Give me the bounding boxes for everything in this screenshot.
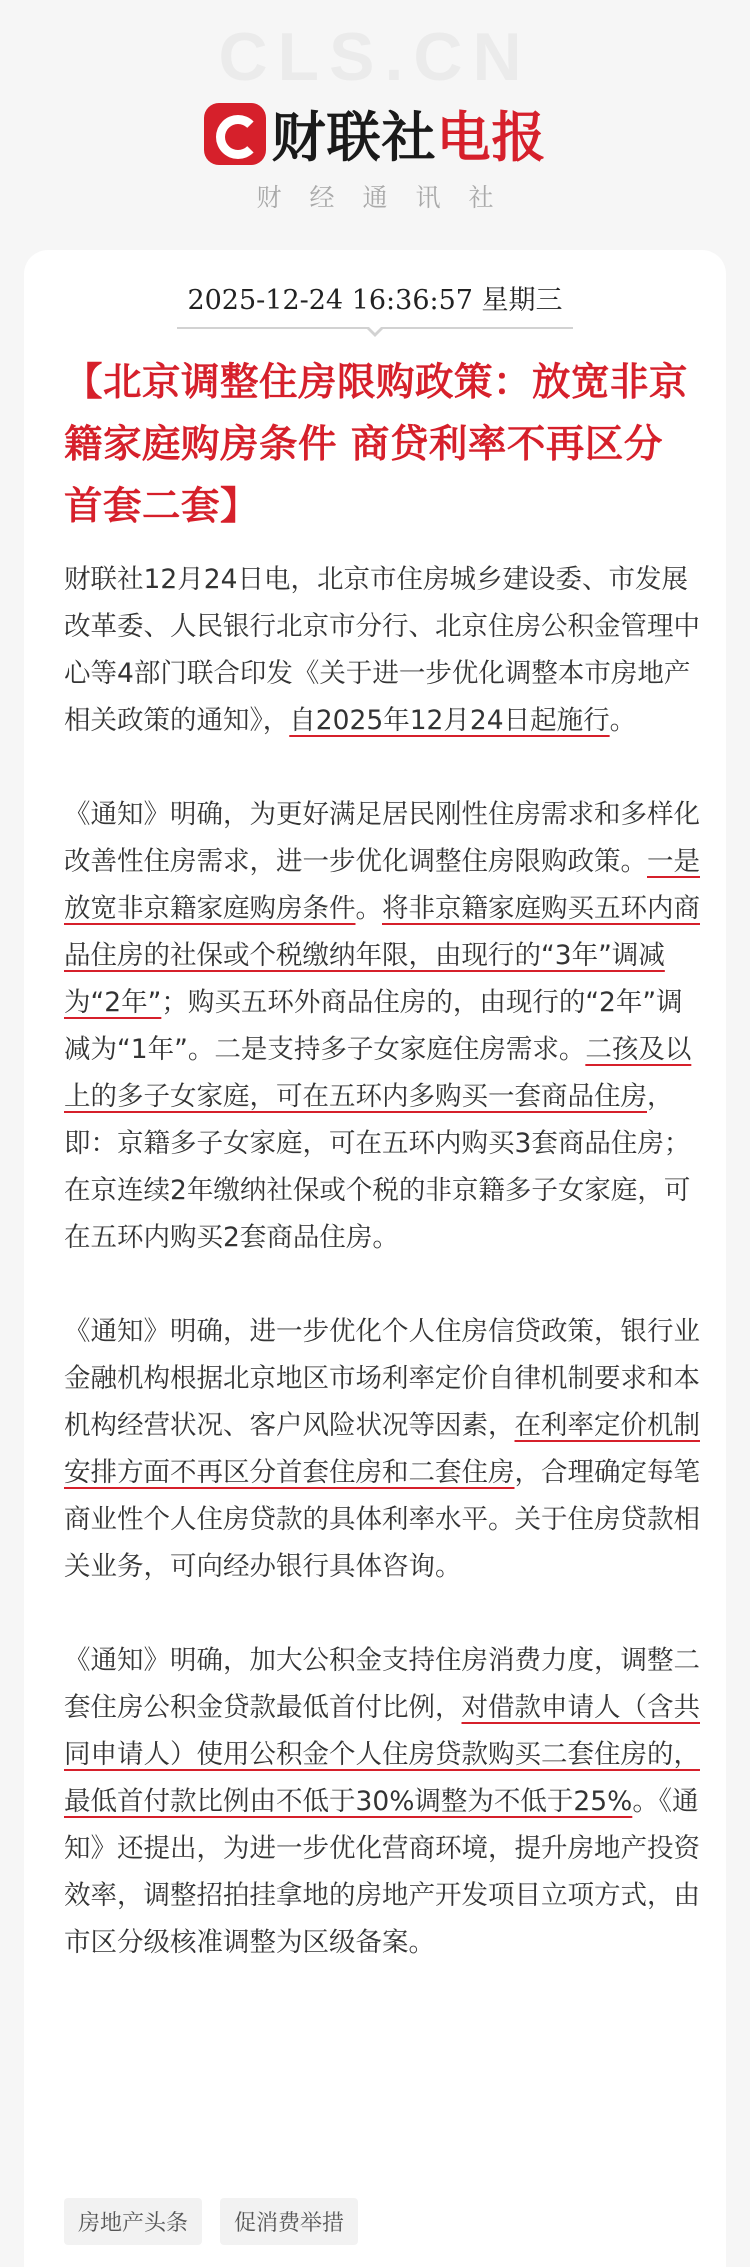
text-run: 《通知》明确，进一步优化个人住房信贷政策，银行业金融机构根据北京地区市场利率定价自律机制要求和本机构经营状况、客户风险状况等因素， [64, 1316, 700, 1441]
text-run: 财联社12月24日电，北京市住房城乡建设委、市发展改革委、人民银行北京市分行、北京住房公积金管理中心等4部门联合印发《关于进一步优化调整本市房地产相关政策的通知》， [64, 564, 700, 736]
paragraph-2 [64, 791, 704, 1261]
text-run: ，即：京籍多子女家庭，可在五环内购买3套商品住房；在京连续2年缴纳社保或个税的非京籍多子女家庭，可在五环内购买2套商品住房。 [64, 1081, 691, 1253]
brand-logo [0, 95, 750, 172]
underlined-text: 自2025年12月24日起施行 [289, 705, 610, 736]
text-run: 。 [609, 705, 637, 736]
text-run: 《通知》明确，为更好满足居民刚性住房需求和多样化改善性住房需求，进一步优化调整住房限购政策。 [64, 799, 700, 877]
text-run: 。《通知》还提出，为进一步优化营商环境，提升房地产投资效率，调整招拍挂拿地的房地产开发项目立项方式，由市区分级核准调整为区级备案。 [64, 1786, 700, 1958]
article-body [64, 556, 704, 1966]
datetime-notch [365, 327, 385, 337]
brand-name: 财联社 [271, 106, 437, 169]
underlined-text: 二孩及以上的多子女家庭，可在五环内多购买一套商品住房 [64, 1034, 692, 1112]
text-run: ，合理确定每笔商业性个人住房贷款的具体利率水平。关于住房贷款相关业务，可向经办银行具体咨询。 [64, 1457, 700, 1582]
paragraph-1 [64, 556, 704, 744]
article-headline: 【北京调整住房限购政策：放宽非京籍家庭购房条件 商贷利率不再区分首套二套】 [64, 360, 689, 529]
text-run: 。 [355, 893, 382, 924]
text-run: 《通知》明确，加大公积金支持住房消费力度，调整二套住房公积金贷款最低首付比例， [64, 1645, 700, 1723]
underlined-text: 将非京籍家庭购买五环内商品住房的社保或个税缴纳年限，由现行的“3年”调减为“2年” [64, 893, 700, 1018]
publish-datetime [177, 278, 572, 329]
paragraph-4 [64, 1637, 704, 1966]
article-card [24, 250, 726, 2267]
watermark: CLS.CN [218, 19, 532, 95]
tag-list [64, 2198, 376, 2245]
brand-subtitle: 财经通讯社 [256, 183, 522, 212]
paragraph-3 [64, 1308, 704, 1590]
tag-real-estate[interactable]: 房地产头条 [64, 2198, 202, 2245]
brand-name-accent: 电报 [436, 106, 547, 169]
text-run: ；购买五环外商品住房的，由现行的“2年”调减为“1年”。二是支持多子女家庭住房需求。 [64, 987, 683, 1065]
tag-consumption[interactable]: 促消费举措 [220, 2198, 358, 2245]
underlined-text: 对借款申请人（含共同申请人）使用公积金个人住房贷款购买二套住房的，最低首付款比例由不低于30%调整为不低于25% [64, 1692, 700, 1817]
brand-c-icon [204, 103, 266, 165]
underlined-text: 在利率定价机制安排方面不再区分首套住房和二套住房 [64, 1410, 700, 1488]
underlined-text: 一是放宽非京籍家庭购房条件 [64, 846, 700, 924]
datetime-text: 2025-12-24 16:36:57 星期三 [187, 285, 563, 316]
